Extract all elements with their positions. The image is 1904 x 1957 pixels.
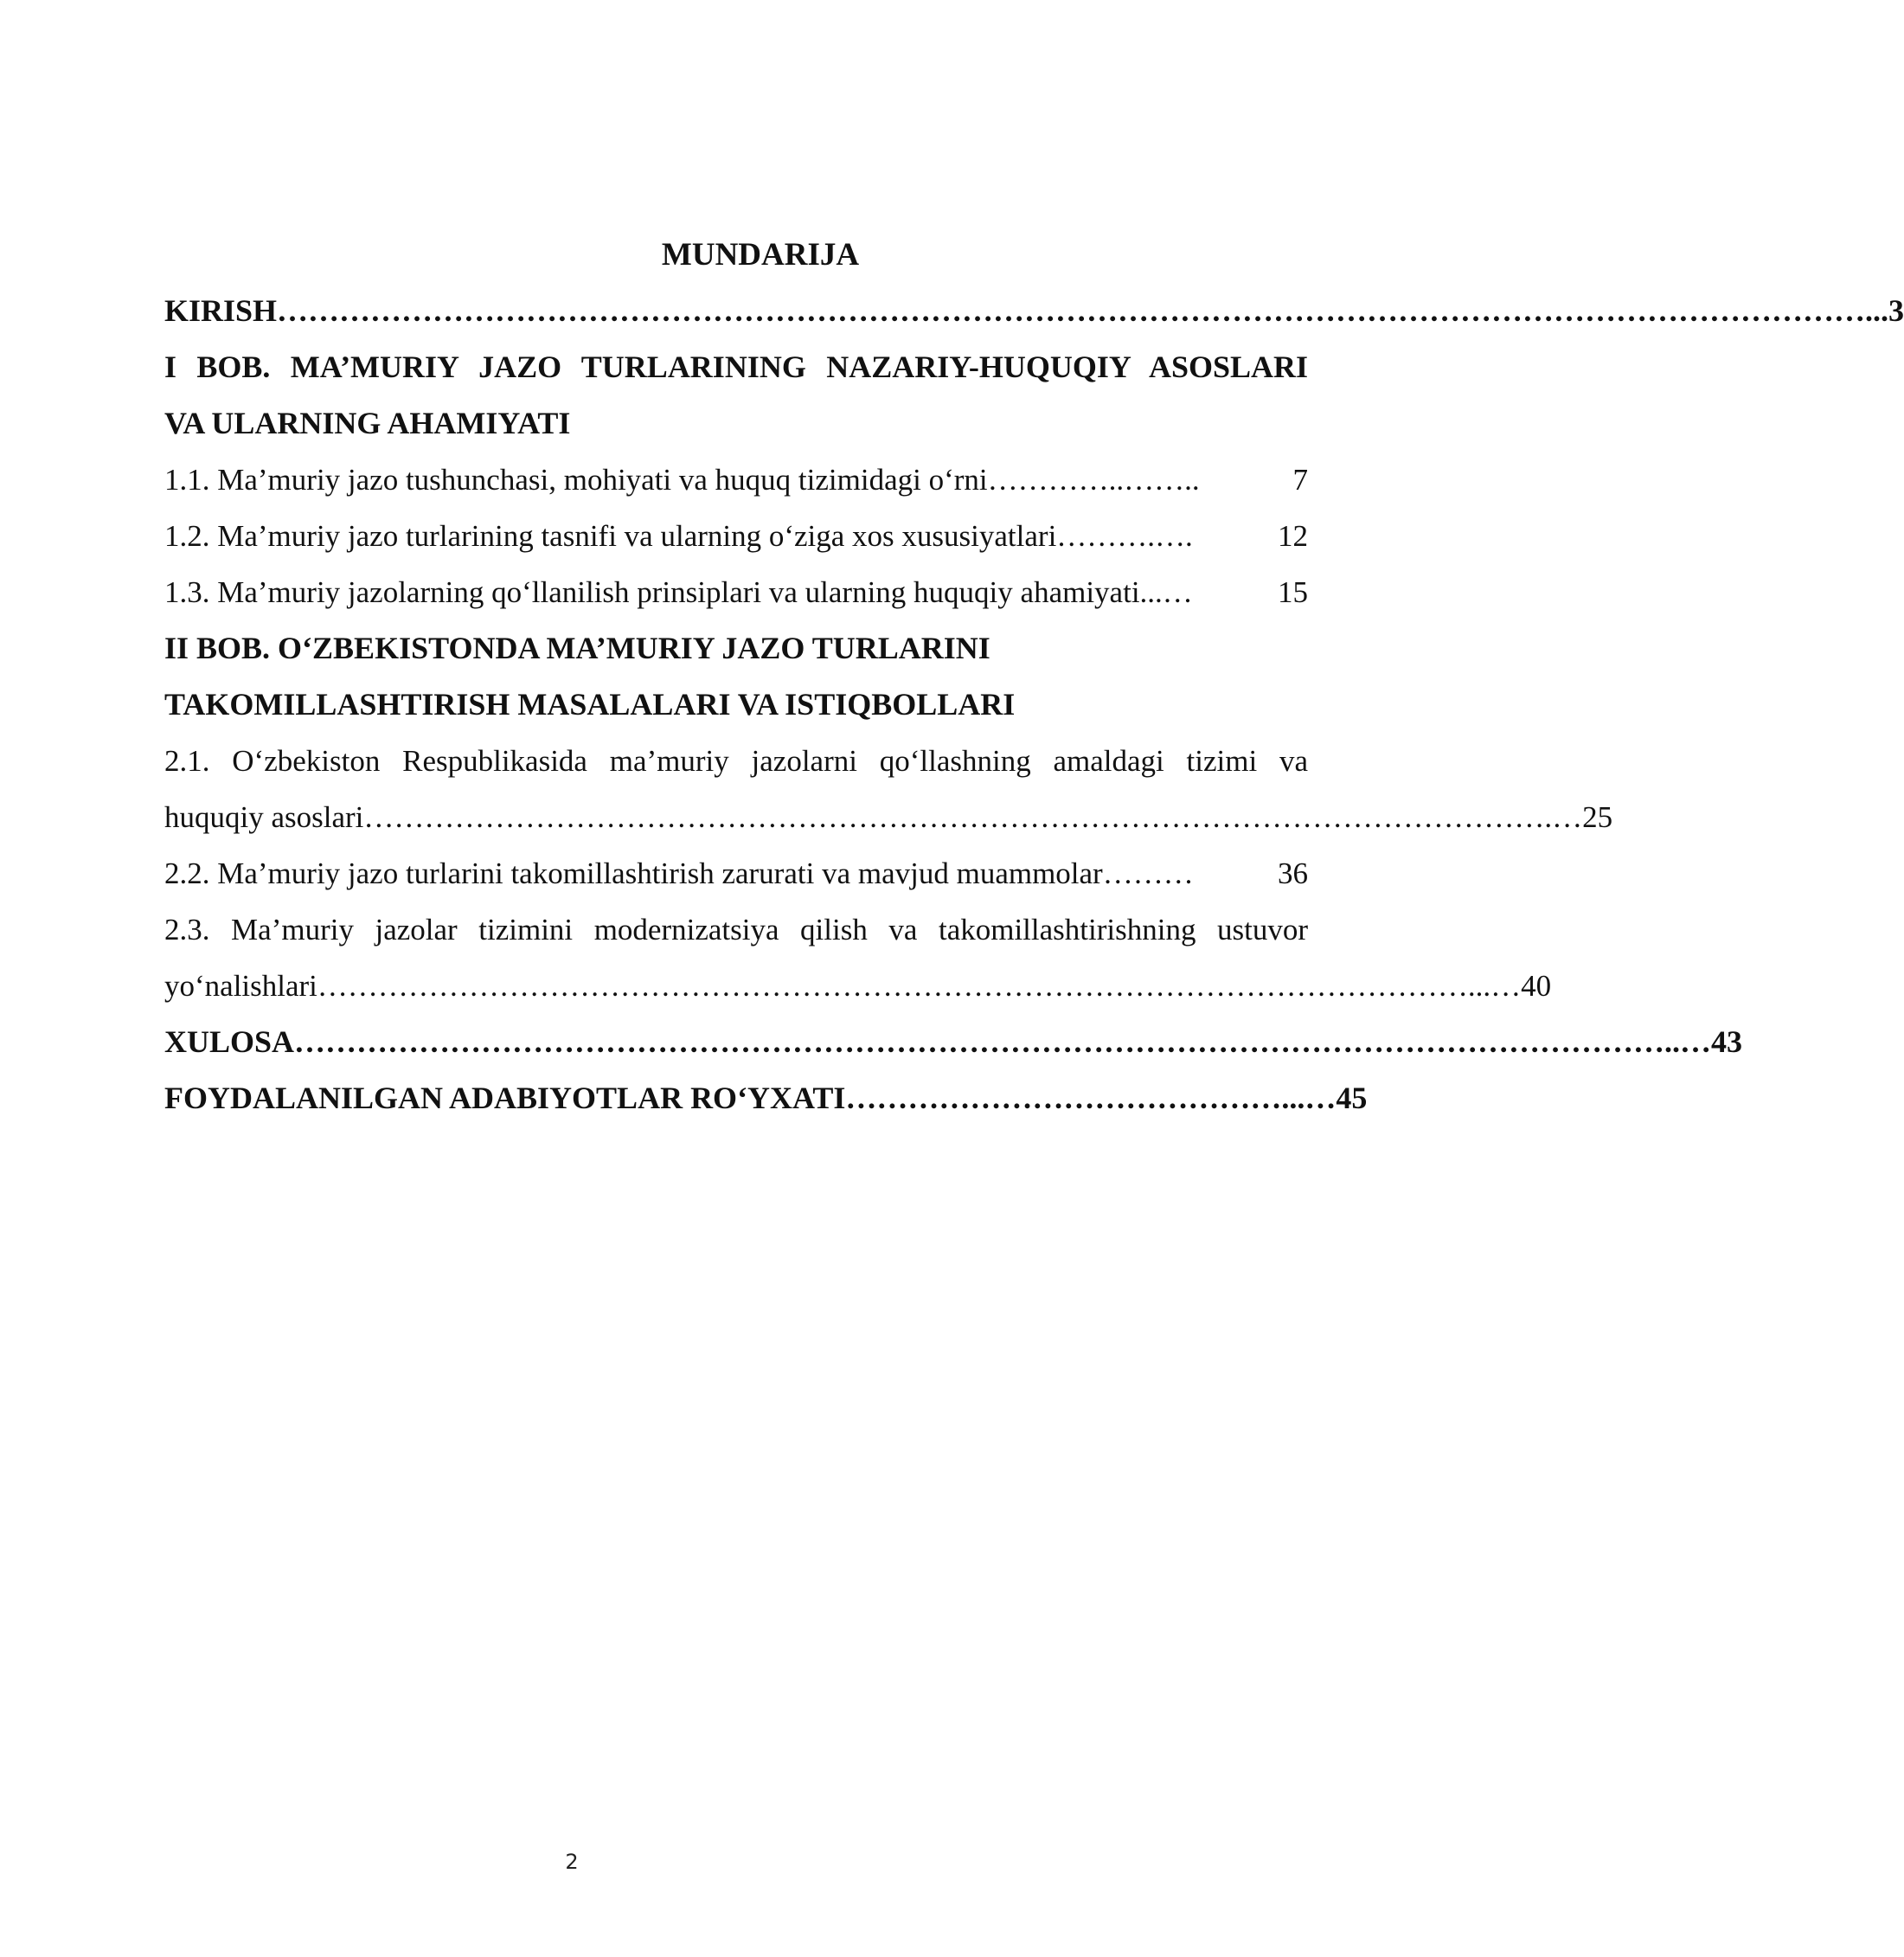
toc-page-number: 36 (1278, 857, 1308, 890)
toc-page-number: 7 (1292, 463, 1308, 497)
toc-entry-2-3-line1: 2.3. Ma’muriy jazolar tizimini modernizatsiya qilish va takomillashtirishning ustuvor (164, 913, 1308, 946)
toc-entry-bibliography (164, 1070, 1368, 1126)
toc-chapter-1-heading: I BOB. MA’MURIY JAZO TURLARINING NAZARIY-HUQUQIY ASOSLARI (164, 350, 1308, 384)
toc-entry-1-3 (164, 564, 1308, 620)
toc-entry-label: yo‘nalishlari (164, 969, 317, 1003)
toc-leader: ……………………………………………………………………………………………………………………..… (294, 1024, 1712, 1059)
toc-entry-2-2 (164, 845, 1308, 902)
toc-leader: ……………………………………………………………………………………………………….… (363, 800, 1583, 834)
toc-leader: ……………………………………………………………………………………………………...… (317, 969, 1522, 1003)
toc-entry-xulosa (164, 1014, 1743, 1070)
toc-entry-kirish (164, 283, 1904, 339)
toc-leader: …………..…….. (987, 463, 1200, 497)
toc-chapter-2-heading: II BOB. O‘ZBEKISTONDA MA’MURIY JAZO TURLARINI (164, 631, 990, 665)
toc-page-number: 15 (1278, 575, 1308, 609)
toc-title: MUNDARIJA (661, 237, 860, 273)
toc-leader: ……………………………………...… (845, 1081, 1337, 1115)
toc-page-number: 40 (1521, 969, 1552, 1003)
toc-leader: ……… (1102, 857, 1194, 890)
toc-entry-1-1 (164, 452, 1308, 508)
table-of-contents (164, 227, 1904, 1126)
toc-entry-2-3 (164, 958, 1552, 1014)
toc-entry-2-1 (164, 789, 1613, 845)
toc-page-number: 45 (1336, 1081, 1368, 1115)
toc-entry-label: XULOSA (164, 1024, 295, 1059)
toc-entry-label: 1.3. Ma’muriy jazolarning qo‘llanilish prinsiplari va ularning huquqiy ahamiyati (164, 575, 1140, 609)
toc-leader: ...… (1139, 575, 1193, 609)
toc-chapter-1-heading-cont: VA ULARNING AHAMIYATI (164, 406, 571, 440)
toc-page-number: 3 (1888, 293, 1904, 328)
toc-entry-label: KIRISH (164, 293, 278, 328)
toc-chapter-2-heading-cont: TAKOMILLASHTIRISH MASALALARI VA ISTIQBOLLARI (164, 687, 1016, 722)
toc-entry-label: 1.2. Ma’muriy jazo turlarining tasnifi va ularning o‘ziga xos xususiyatlari (164, 519, 1057, 553)
page-number: 2 (565, 1850, 579, 1874)
toc-entry-label: huquqiy asoslari (164, 800, 364, 834)
toc-leader: ……….…. (1056, 519, 1193, 553)
toc-page-number: 43 (1711, 1024, 1743, 1059)
toc-entry-label: 1.1. Ma’muriy jazo tushunchasi, mohiyati va huquq tizimidagi o‘rni (164, 463, 988, 497)
toc-entry-1-2 (164, 508, 1308, 564)
toc-entry-label: 2.2. Ma’muriy jazo turlarini takomillashtirish zarurati va mavjud muammolar (164, 857, 1103, 890)
toc-entry-2-1-line1: 2.1. O‘zbekiston Respublikasida ma’muriy jazolarni qo‘llashning amaldagi tizimi va (164, 744, 1308, 778)
toc-page-number: 25 (1582, 800, 1613, 834)
toc-page-number: 12 (1278, 519, 1308, 553)
toc-leader: ………………………………………………………………………………………………………………………………………... (277, 293, 1889, 328)
toc-entry-label: FOYDALANILGAN ADABIYOTLAR RO‘YXATI (164, 1081, 846, 1115)
